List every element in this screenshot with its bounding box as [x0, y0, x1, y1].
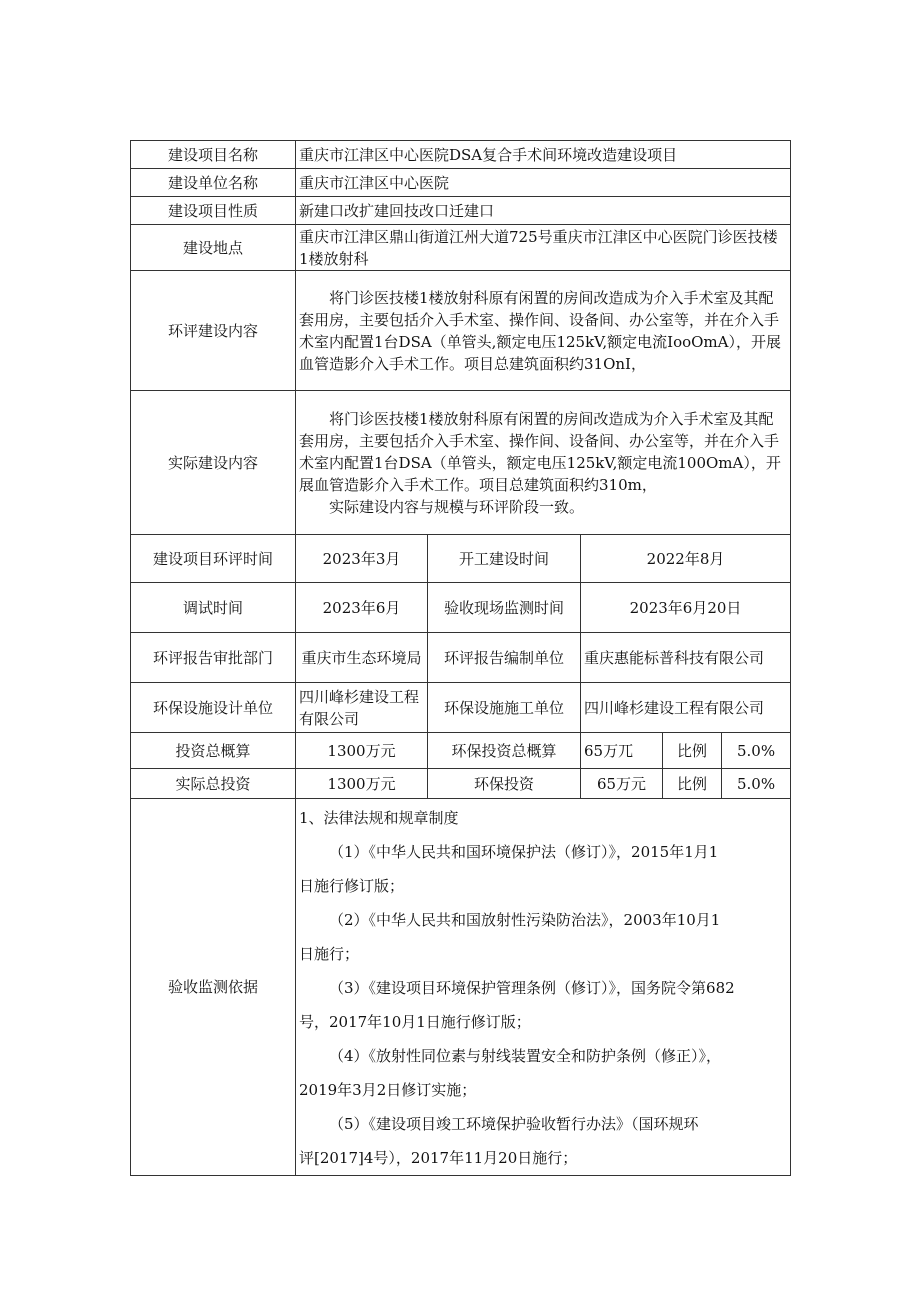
row-nature [131, 197, 791, 225]
value-project-name: 重庆市江津区中心医院DSA复合手术间环境改造建设项目 [296, 141, 791, 169]
label-debug-time: 调试时间 [131, 583, 296, 633]
label-start-time: 开工建设时间 [428, 535, 581, 583]
label-eia-content: 环评建设内容 [131, 271, 296, 391]
label-env-invest: 环保投资 [428, 769, 581, 799]
row-unit-name [131, 169, 791, 197]
label-project-name: 建设项目名称 [131, 141, 296, 169]
value-design-unit: 四川峰杉建设工程有限公司 [296, 683, 428, 733]
label-eia-time: 建设项目环评时间 [131, 535, 296, 583]
value-actual-content: 将门诊医技楼1楼放射科原有闲置的房间改造成为介入手术室及其配套用房，主要包括介入手术室、操作间、设备间、办公室等，并在介入手术室内配置1台DSA（单管头，额定电压125kV,额定电流100OmA），开展血管造影介入手术工作。项目总建筑面积约310m， [299, 409, 781, 494]
value-construct-unit: 四川峰杉建设工程有限公司 [581, 683, 791, 733]
row-basis [131, 799, 791, 1176]
label-nature: 建设项目性质 [131, 197, 296, 225]
label-design-unit: 环保设施设计单位 [131, 683, 296, 733]
row-actual-invest [131, 769, 791, 799]
value-nature: 新建口改扩建回技改口迁建口 [296, 197, 791, 225]
project-info-form [130, 140, 791, 1176]
row-actual-content [131, 391, 791, 535]
basis-item-4-first: （4）《放射性同位素与射线装置安全和防护条例（修正）》， [329, 1047, 722, 1065]
value-actual-content-cell [296, 391, 791, 535]
value-budget: 1300万元 [296, 733, 428, 769]
basis-item-5-first: （5）《建设项目竣工环境保护验收暂行办法》（国环规环 [329, 1115, 699, 1133]
value-env-budget: 65万兀 [581, 733, 663, 769]
label-monitor-time: 验收现场监测时间 [428, 583, 581, 633]
value-invest-ratio: 5.0% [722, 769, 791, 799]
basis-item-2-first: （2）《中华人民共和国放射性污染防治法》，2003年10月1 [329, 911, 721, 929]
label-actual-invest: 实际总投资 [131, 769, 296, 799]
value-actual-invest: 1300万元 [296, 769, 428, 799]
label-location: 建设地点 [131, 225, 296, 271]
label-env-budget: 环保投资总概算 [428, 733, 581, 769]
value-debug-time: 2023年6月 [296, 583, 428, 633]
value-eia-time: 2023年3月 [296, 535, 428, 583]
label-report-unit: 环评报告编制单位 [428, 633, 581, 683]
label-actual-content: 实际建设内容 [131, 391, 296, 535]
label-approval-dept: 环评报告审批部门 [131, 633, 296, 683]
value-monitor-time: 2023年6月20日 [581, 583, 791, 633]
row-location [131, 225, 791, 271]
label-budget-ratio: 比例 [663, 733, 722, 769]
label-basis: 验收监测依据 [131, 799, 296, 1176]
basis-item-2-second: 日施行； [299, 945, 360, 963]
basis-item-1-second: 日施行修订版； [299, 877, 405, 895]
label-budget: 投资总概算 [131, 733, 296, 769]
basis-item-3-second: 号，2017年10月1日施行修订版； [299, 1013, 531, 1031]
value-unit-name: 重庆市江津区中心医院 [296, 169, 791, 197]
row-design-unit [131, 683, 791, 733]
value-env-invest: 65万元 [581, 769, 663, 799]
basis-item-5-second: 评[2017]4号），2017年11月20日施行； [299, 1149, 578, 1167]
value-eia-content: 将门诊医技楼1楼放射科原有闲置的房间改造成为介入手术室及其配套用房，主要包括介入手术室、操作间、设备间、办公室等，并在介入手术室内配置1台DSA（单管头,额定电压125kV,额定电流IooOmA），开展血管造影介入手术工作。项目总建筑面积约31OnI， [296, 271, 791, 391]
row-eia-content [131, 271, 791, 391]
label-construct-unit: 环保设施施工单位 [428, 683, 581, 733]
row-project-name [131, 141, 791, 169]
value-report-unit: 重庆惠能标普科技有限公司 [581, 633, 791, 683]
value-approval-dept: 重庆市生态环境局 [296, 633, 428, 683]
basis-item-4-second: 2019年3月2日修订实施； [299, 1081, 477, 1099]
value-location: 重庆市江津区鼎山街道江州大道725号重庆市江津区中心医院门诊医技楼1楼放射科 [296, 225, 791, 271]
value-budget-ratio: 5.0% [722, 733, 791, 769]
basis-item-1-first: （1）《中华人民共和国环境保护法（修订）》，2015年1月1 [329, 843, 719, 861]
actual-content-note: 实际建设内容与规模与环评阶段一致。 [329, 497, 585, 516]
basis-item-3-first: （3）《建设项目环境保护管理条例（修订）》，国务院令第682 [329, 979, 735, 997]
basis-heading: 1、法律法规和规章制度 [299, 809, 459, 827]
label-unit-name: 建设单位名称 [131, 169, 296, 197]
row-approval [131, 633, 791, 683]
value-basis [296, 799, 791, 1176]
label-invest-ratio: 比例 [663, 769, 722, 799]
project-info-table [130, 140, 791, 1176]
row-eia-time [131, 535, 791, 583]
row-budget [131, 733, 791, 769]
value-start-time: 2022年8月 [581, 535, 791, 583]
row-debug-time [131, 583, 791, 633]
